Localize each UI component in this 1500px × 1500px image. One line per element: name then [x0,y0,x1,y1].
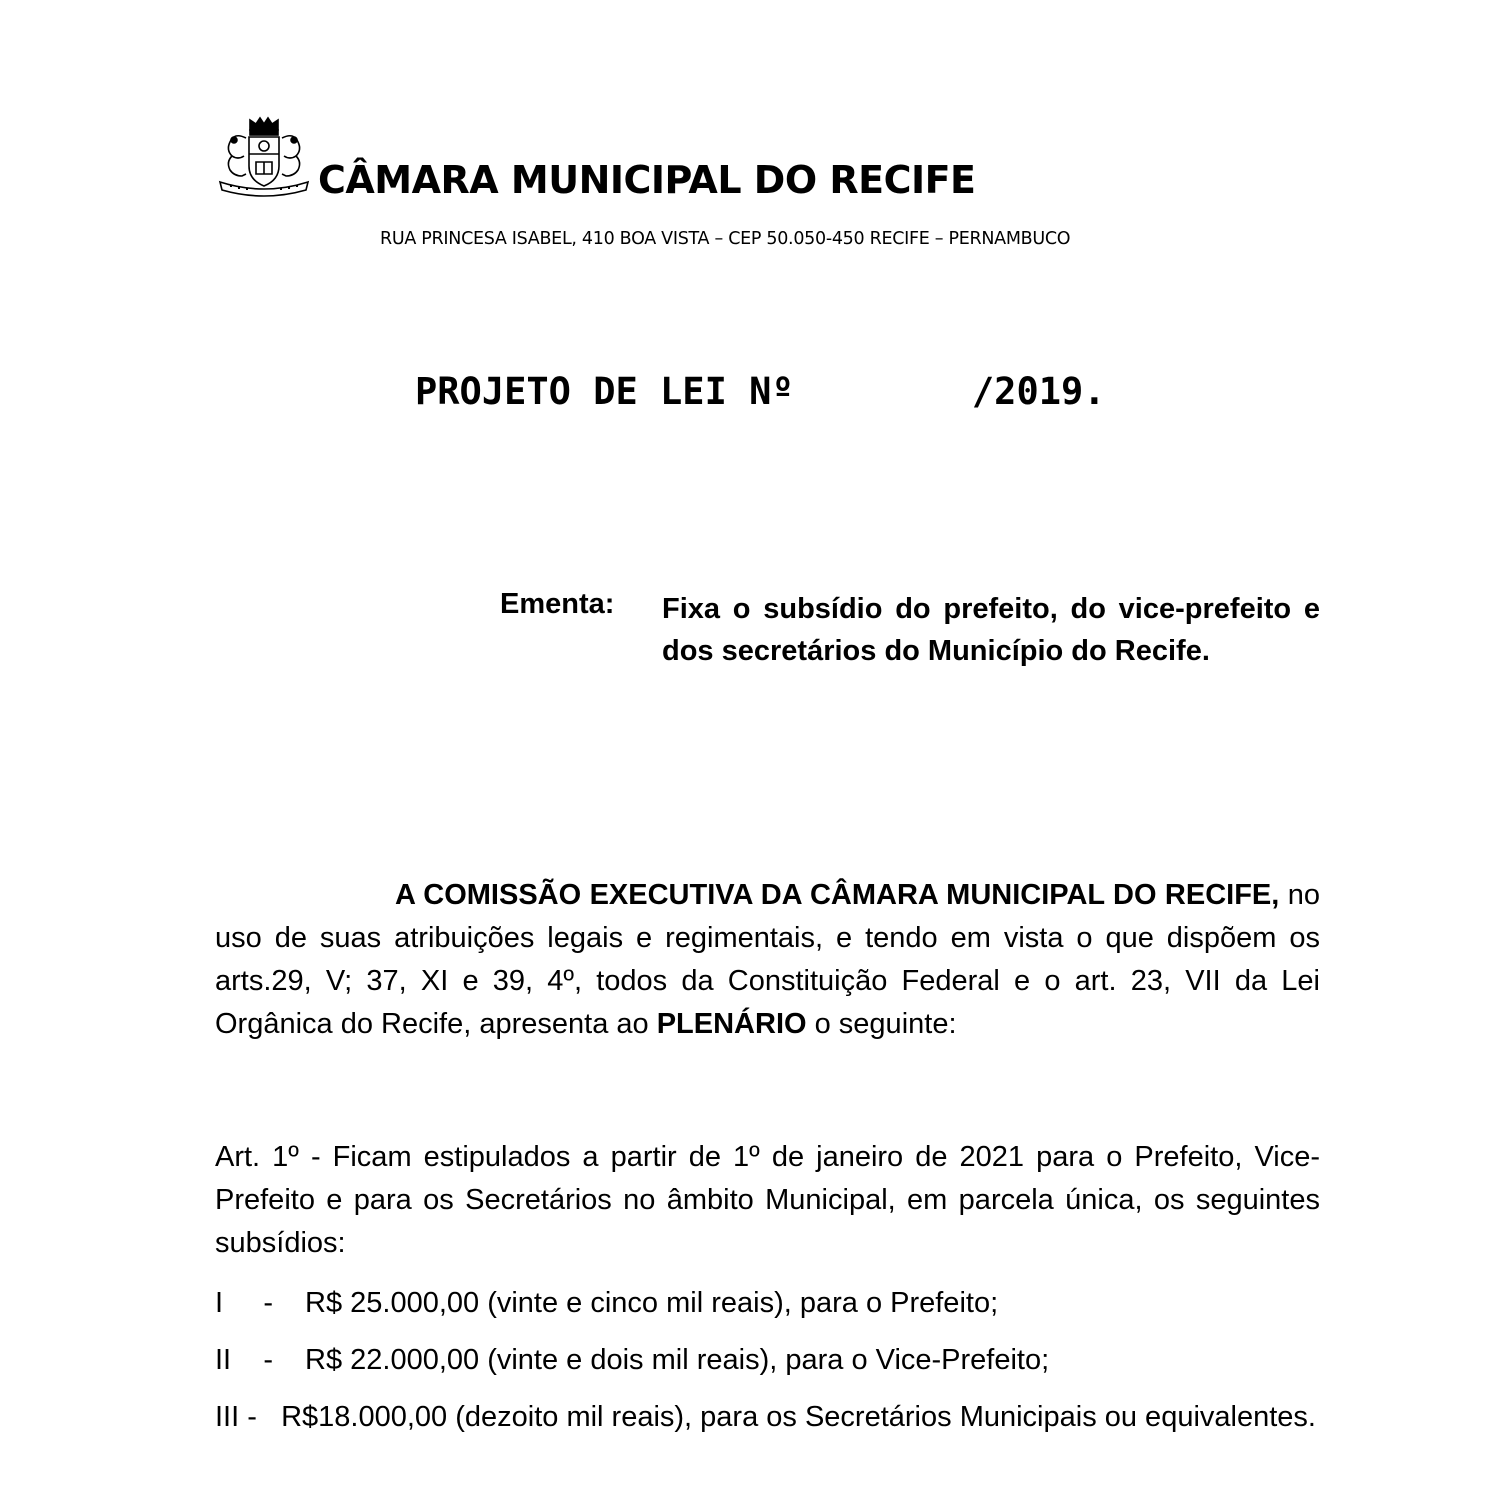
preamble-text-2: o seguinte: [806,1008,957,1040]
list-item [215,1339,1320,1382]
list-item [215,1282,1320,1325]
list-item-text: R$18.000,00 (dezoito mil reais), para os Secretários Municipais ou equivalentes. [281,1401,1316,1433]
document-header-address: RUA PRINCESA ISABEL, 410 BOA VISTA – CEP 50.050-450 RECIFE – PERNAMBUCO [380,229,1071,249]
list-item-number: II - [215,1344,273,1376]
list-item-text: R$ 25.000,00 (vinte e cinco mil reais), para o Prefeito; [305,1287,999,1319]
list-item-number: I - [215,1287,273,1319]
ementa-label: Ementa: [500,588,615,620]
bill-title: PROJETO DE LEI Nº /2019. [415,370,1106,413]
subsidy-list [215,1282,1320,1439]
list-item [215,1396,1320,1439]
coat-of-arms-icon [216,116,312,198]
preamble-paragraph [215,874,1320,1046]
list-item-number: III - [215,1401,257,1433]
article-1-text: Art. 1º - Ficam estipulados a partir de 1º de janeiro de 2021 para o Prefeito, Vice-Prefeito e para os Secretários no âmbito Municipal, em parcela única, os seguintes subsídios: [215,1141,1320,1259]
preamble-lead: A COMISSÃO EXECUTIVA DA CÂMARA MUNICIPAL DO RECIFE, [395,879,1280,911]
preamble-plenario: PLENÁRIO [656,1008,807,1040]
ementa-text: Fixa o subsídio do prefeito, do vice-prefeito e dos secretários do Município do Recife. [662,593,1320,667]
preamble-text-1: no uso de suas atribuições legais e regimentais, e tendo em vista o que dispõem os arts.29, V; 37, XI e 39, 4º, todos da Constituição Federal e o art. 23, VII da Lei Orgânica do Recife, apresenta ao [215,879,1320,1040]
document-header-title: CÂMARA MUNICIPAL DO RECIFE [318,158,976,202]
list-item-text: R$ 22.000,00 (vinte e dois mil reais), para o Vice-Prefeito; [305,1344,1050,1376]
